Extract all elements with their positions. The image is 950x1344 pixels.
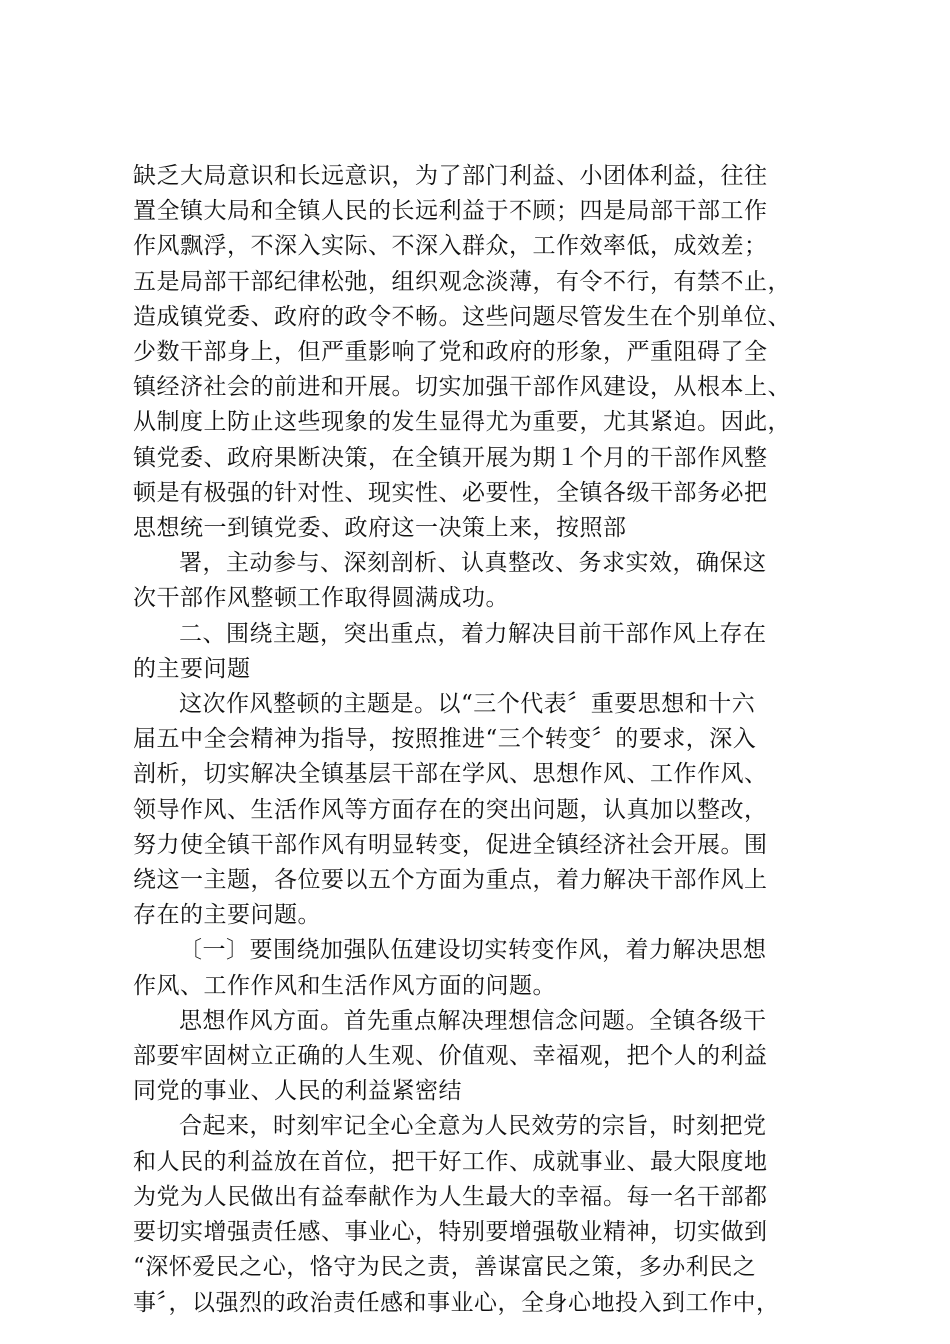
text-line: 剖析，切实解决全镇基层干部在学风、思想作风、工作作风、 [133, 761, 768, 788]
text-line: 置全镇大局和全镇人民的长远利益于不顾；四是局部干部工作 [133, 198, 768, 225]
text-line: 合起来，时刻牢记全心全意为人民效劳的宗旨，时刻把党 [179, 1113, 767, 1140]
text-line: 镇经济社会的前进和开展。切实加强干部作风建设，从根本上、 [133, 374, 791, 401]
text-line: 署，主动参与、深刻剖析、认真整改、务求实效，确保这 [179, 550, 767, 577]
section-heading: 二、围绕主题，突出重点，着力解决目前干部作风上存在 [179, 620, 767, 647]
subsection-heading: 〔一〕要围绕加强队伍建设切实转变作风，着力解决思想 [179, 937, 767, 964]
text-line: 五是局部干部纪律松弛，组织观念淡薄，有令不行，有禁不止， [133, 268, 791, 295]
text-line: 次干部作风整顿工作取得圆满成功。 [133, 585, 509, 612]
text-line: 作风飘浮，不深入实际、不深入群众，工作效率低，成效差； [133, 233, 768, 260]
subsection-heading: 作风、工作作风和生活作风方面的问题。 [133, 972, 556, 999]
text-line: 顿是有极强的针对性、现实性、必要性，全镇各级干部务必把 [133, 479, 768, 506]
text-line: 届五中全会精神为指导，按照推进“三个转变〞的要求，深入 [133, 726, 757, 753]
text-line: 事〞，以强烈的政治责任感和事业心，全身心地投入到工作中， [133, 1289, 780, 1316]
text-line: “深怀爱民之心，恪守为民之责，善谋富民之策，多办利民之 [133, 1254, 757, 1281]
section-heading: 的主要问题 [133, 655, 251, 682]
text-line: 努力使全镇干部作风有明显转变，促进全镇经济社会开展。围 [133, 831, 768, 858]
text-line: 和人民的利益放在首位，把干好工作、成就事业、最大限度地 [133, 1148, 768, 1175]
text-line: 缺乏大局意识和长远意识，为了部门利益、小团体利益，往往 [133, 163, 768, 189]
text-line: 从制度上防止这些现象的发生显得尤为重要，尤其紧迫。因此， [133, 409, 791, 436]
text-line: 绕这一主题，各位要以五个方面为重点，着力解决干部作风上 [133, 867, 768, 894]
text-line: 造成镇党委、政府的政令不畅。这些问题尽管发生在个别单位、 [133, 303, 791, 330]
text-line: 这次作风整顿的主题是。以“三个代表〞重要思想和十六 [179, 691, 756, 718]
text-line: 为党为人民做出有益奉献作为人生最大的幸福。每一名干部都 [133, 1183, 768, 1210]
text-line: 镇党委、政府果断决策，在全镇开展为期１个月的干部作风整 [133, 444, 768, 471]
text-line: 少数干部身上，但严重影响了党和政府的形象，严重阻碍了全 [133, 339, 768, 366]
text-line: 同党的事业、人民的利益紧密结 [133, 1078, 462, 1105]
body-text [133, 159, 823, 1321]
text-line: 部要牢固树立正确的人生观、价值观、幸福观，把个人的利益 [133, 1043, 768, 1070]
text-line: 存在的主要问题。 [133, 902, 321, 929]
text-line: 领导作风、生活作风等方面存在的突出问题，认真加以整改， [133, 796, 768, 823]
text-line: 思想统一到镇党委、政府这一决策上来，按照部 [133, 515, 627, 542]
text-line: 要切实增强责任感、事业心，特别要增强敬业精神，切实做到 [133, 1219, 768, 1246]
text-line: 思想作风方面。首先重点解决理想信念问题。全镇各级干 [179, 1007, 767, 1034]
